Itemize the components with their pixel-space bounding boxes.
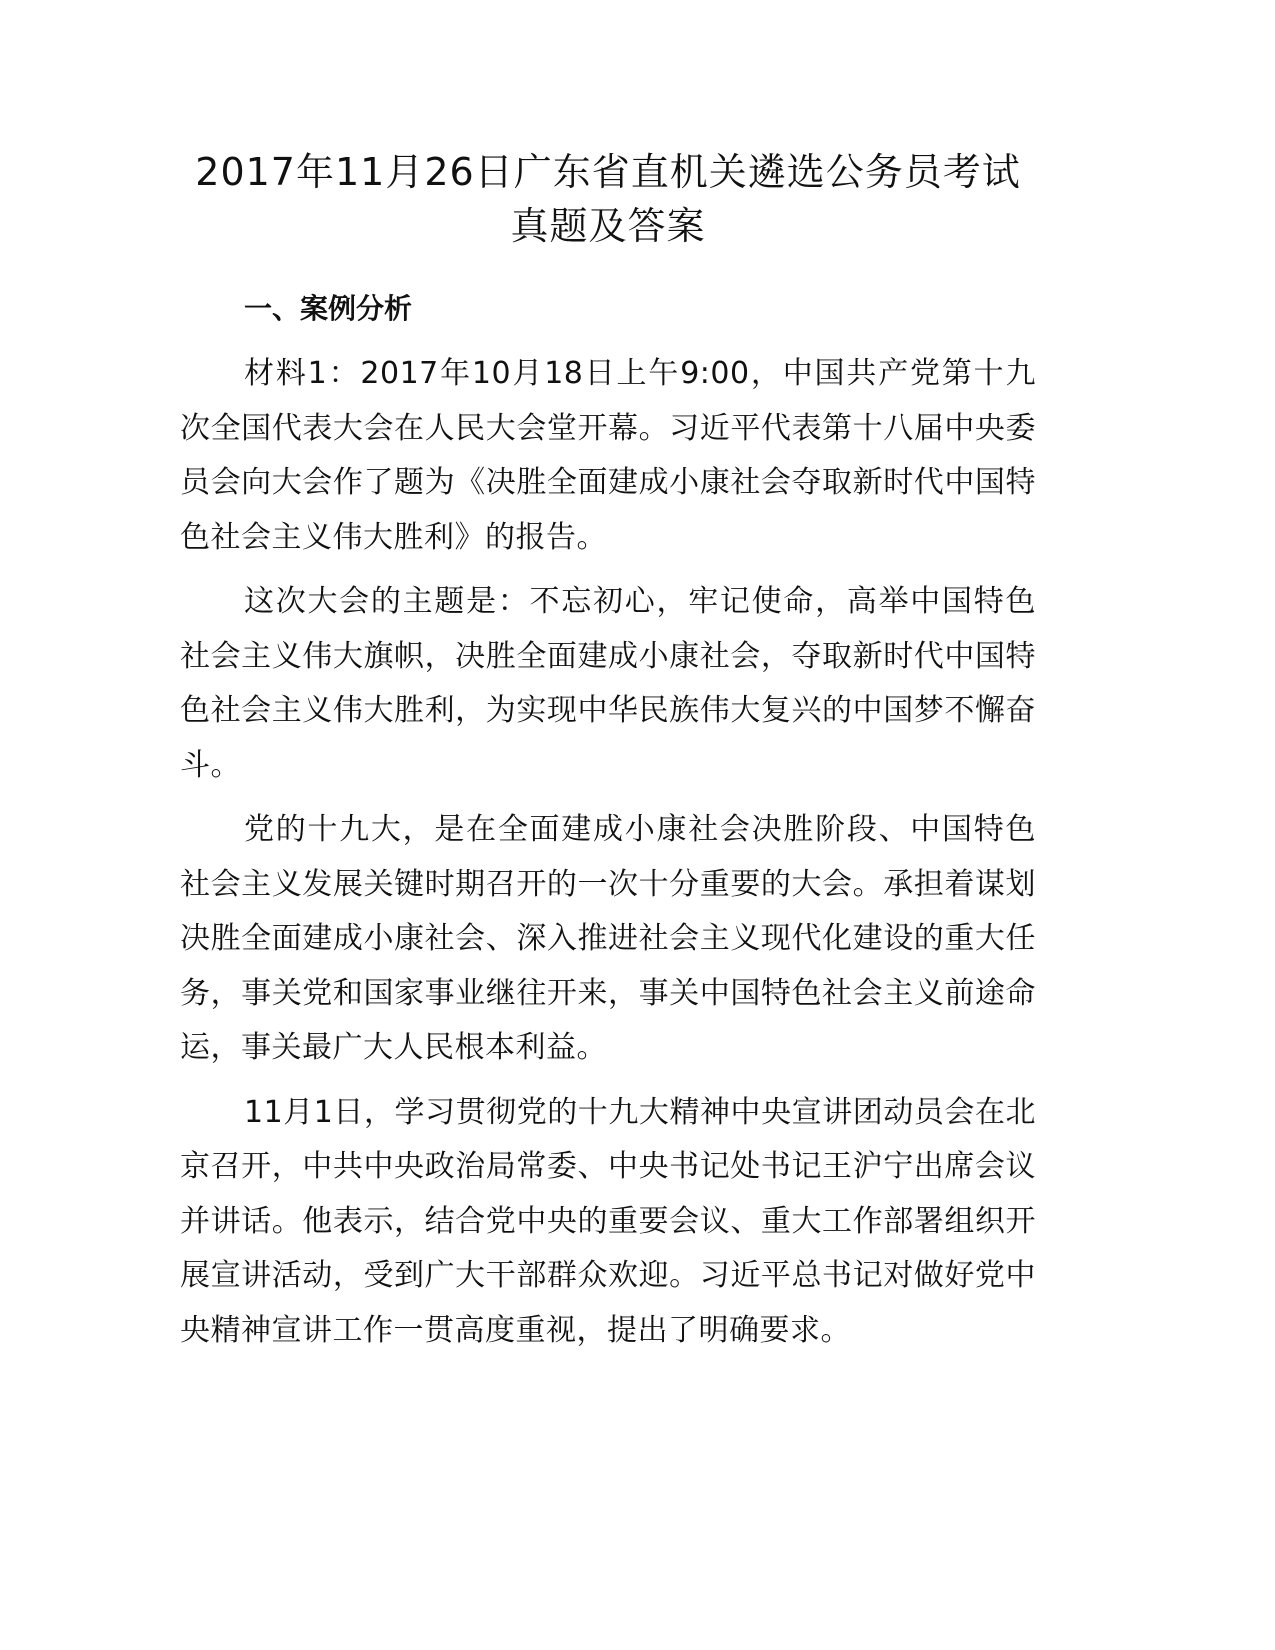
paragraph-propaganda-meeting: 11月1日，学习贯彻党的十九大精神中央宣讲团动员会在北京召开，中共中央政治局常委、中央书记处书记王沪宁出席会议并讲话。他表示，结合党中央的重要会议、重大工作部署组织开展宣讲活动，受到广大干部群众欢迎。习近平总书记对做好党中央精神宣讲工作一贯高度重视，提出了明确要求。 — [180, 1094, 1036, 1348]
document-body — [180, 145, 1036, 1358]
document-title: 2017年11月26日广东省直机关遴选公务员考试真题及答案 — [195, 150, 1021, 248]
section-heading: 一、案例分析 — [244, 292, 413, 325]
paragraph-theme: 这次大会的主题是：不忘初心，牢记使命，高举中国特色社会主义伟大旗帜，决胜全面建成小康社会，夺取新时代中国特色社会主义伟大胜利，为实现中华民族伟大复兴的中国梦不懈奋斗。 — [180, 584, 1036, 783]
paragraph-significance: 党的十九大，是在全面建成小康社会决胜阶段、中国特色社会主义发展关键时期召开的一次十分重要的大会。承担着谋划决胜全面建成小康社会、深入推进社会主义现代化建设的重大任务，事关党和国家事业继往开来，事关中国特色社会主义前途命运，事关最广大人民根本利益。 — [180, 812, 1036, 1065]
paragraph-material-1: 材料1：2017年10月18日上午9:00，中国共产党第十九次全国代表大会在人民大会堂开幕。习近平代表第十八届中央委员会向大会作了题为《决胜全面建成小康社会夺取新时代中国特色社会主义伟大胜利》的报告。 — [180, 356, 1036, 555]
